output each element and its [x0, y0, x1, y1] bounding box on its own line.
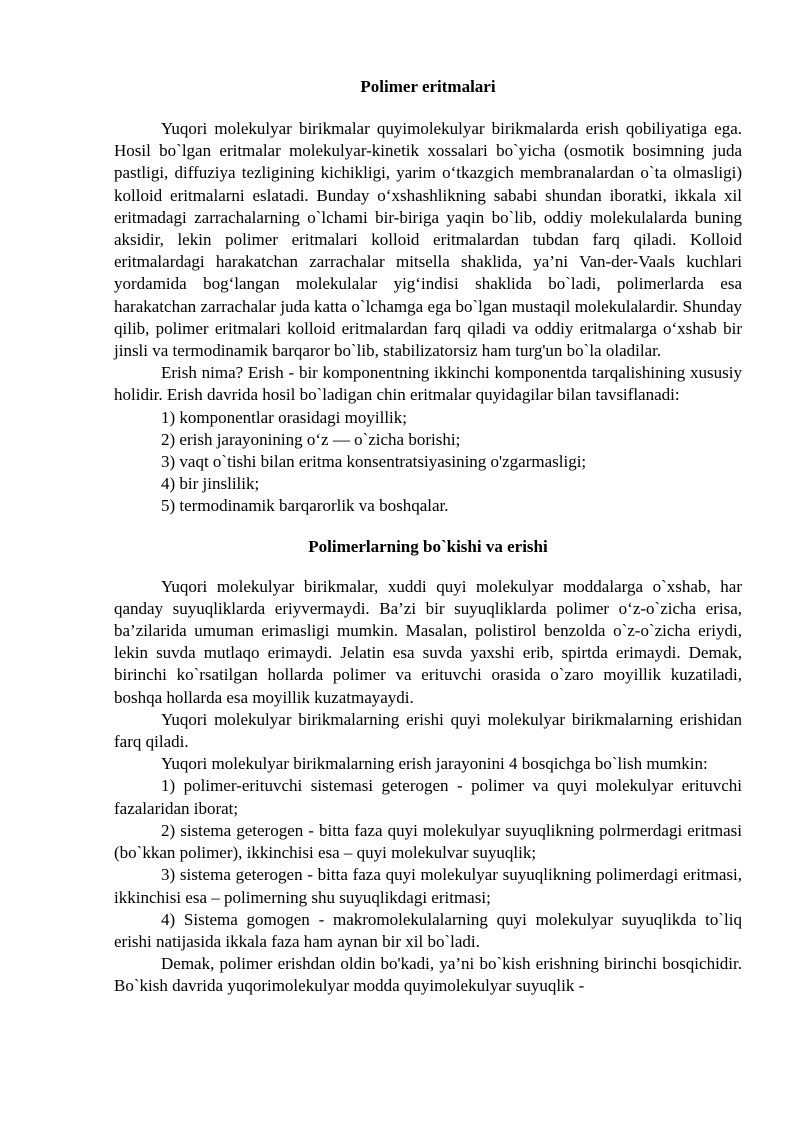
stage-item: 1) polimer-erituvchi sistemasi geterogen - polimer va quyi molekulyar erituvchi fazalaridan iborat;: [114, 776, 742, 818]
stage-item: 3) sistema geterogen - bitta faza quyi molekulyar suyuqlikning polimerdagi eritmasi, ikkinchisi esa – polimerning shu suyuqlikdagi eritmasi;: [114, 865, 742, 907]
list-item: 1) komponentlar orasidagi moyillik;: [161, 407, 407, 427]
section-title-polimer-eritmalari: Polimer eritmalari: [360, 77, 496, 96]
paragraph: Yuqori molekulyar birikmalarning erish jarayonini 4 bosqichga bo`lish mumkin:: [161, 754, 708, 774]
paragraph: Demak, polimer erishdan oldin bo'kadi, ya’ni bo`kish erishning birinchi bosqichidir. Bo`kish davrida yuqorimolekulyar modda quyimolekulyar suyuqlik -: [114, 954, 742, 996]
paragraph: Yuqori molekulyar birikmalar quyimolekulyar birikmalarda erish qobiliyatiga ega. Hosil bo`lgan eritmalar molekulyar-kinetik xossalari bo`yicha (osmotik bosimning juda pastligi, diffuziya tezligining kichikligi, yarim o‘tkazgich membranalardan o`ta olmasligi) kolloid eritmalarni eslatadi. Bunday o‘xshashlikning sababi shundan iboratki, ikkala xil eritmadagi zarrachalarning o`lchami bir-biriga yaqin bo`lib, oddiy molekulalarda buning aksidir, lekin polimer eritmalari kolloid eritmalardan tubdan farq qiladi. Kolloid eritmalardagi harakatchan zarrachalar mitsella shaklida, ya’ni Van-der-Vaals kuchlari yordamida bog‘langan molekulalar yig‘indisi shaklida bo`ladi, polimerlarda esa harakatchan zarrachalar juda katta o`lchamga ega bo`lgan mustaqil molekulalardir. Shunday qilib, polimer eritmalari kolloid eritmalardan farq qiladi va oddiy eritmalarga o‘xshab bir jinsli va termodinamik barqaror bo`lib, stabilizatorsiz ham turg'un bo`la oladilar.: [114, 119, 742, 361]
paragraph: Yuqori molekulyar birikmalar, xuddi quyi molekulyar moddalarga o`xshab, har qanday suyuqliklarda eriyvermaydi. Ba’zi bir suyuqliklarda polimer o‘z-o`zicha erisa, ba’zilarida umuman erimasligi mumkin. Masalan, polistirol benzolda o`z-o`zicha eriydi, lekin suvda mutlaqo erimaydi. Jelatin esa suvda yaxshi erib, spirtda erimaydi. Demak, birinchi ko`rsatilgan hollarda polimer va erituvchi orasida o`zaro moyillik kuzatiladi, boshqa hollarda esa moyillik kuzatmayaydi.: [114, 576, 742, 707]
list-item: 4) bir jinslilik;: [161, 474, 260, 494]
document-body: [114, 74, 742, 998]
properties-list: [114, 407, 742, 518]
list-item: 2) erish jarayonining o‘z — o`zicha borishi;: [161, 429, 461, 449]
stage-item: 4) Sistema gomogen - makromolekulalarning quyi molekulyar suyuqlikda to`liq erishi natijasida ikkala faza ham aynan bir xil bo`ladi.: [114, 909, 742, 951]
list-item: 5) termodinamik barqarorlik va boshqalar.: [161, 496, 449, 516]
stage-item: 2) sistema geterogen - bitta faza quyi molekulyar suyuqlikning polrmerdagi eritmasi (bo`kkan polimer), ikkinchisi esa – quyi molekulvar suyuqlik;: [114, 820, 742, 863]
list-item: 3) vaqt o`tishi bilan eritma konsentratsiyasining o'zgarmasligi;: [161, 452, 587, 472]
section-title-bokishi-va-erishi: Polimerlarning bo`kishi va erishi: [308, 536, 548, 556]
paragraph: Yuqori molekulyar birikmalarning erishi quyi molekulyar birikmalarning erishidan farq qiladi.: [114, 709, 742, 752]
paragraph: Erish nima? Erish - bir komponentning ikkinchi komponentda tarqalishining xususiy holidir. Erish davrida hosil bo`ladigan chin eritmalar quyidagilar bilan tavsiflanadi:: [114, 363, 742, 405]
